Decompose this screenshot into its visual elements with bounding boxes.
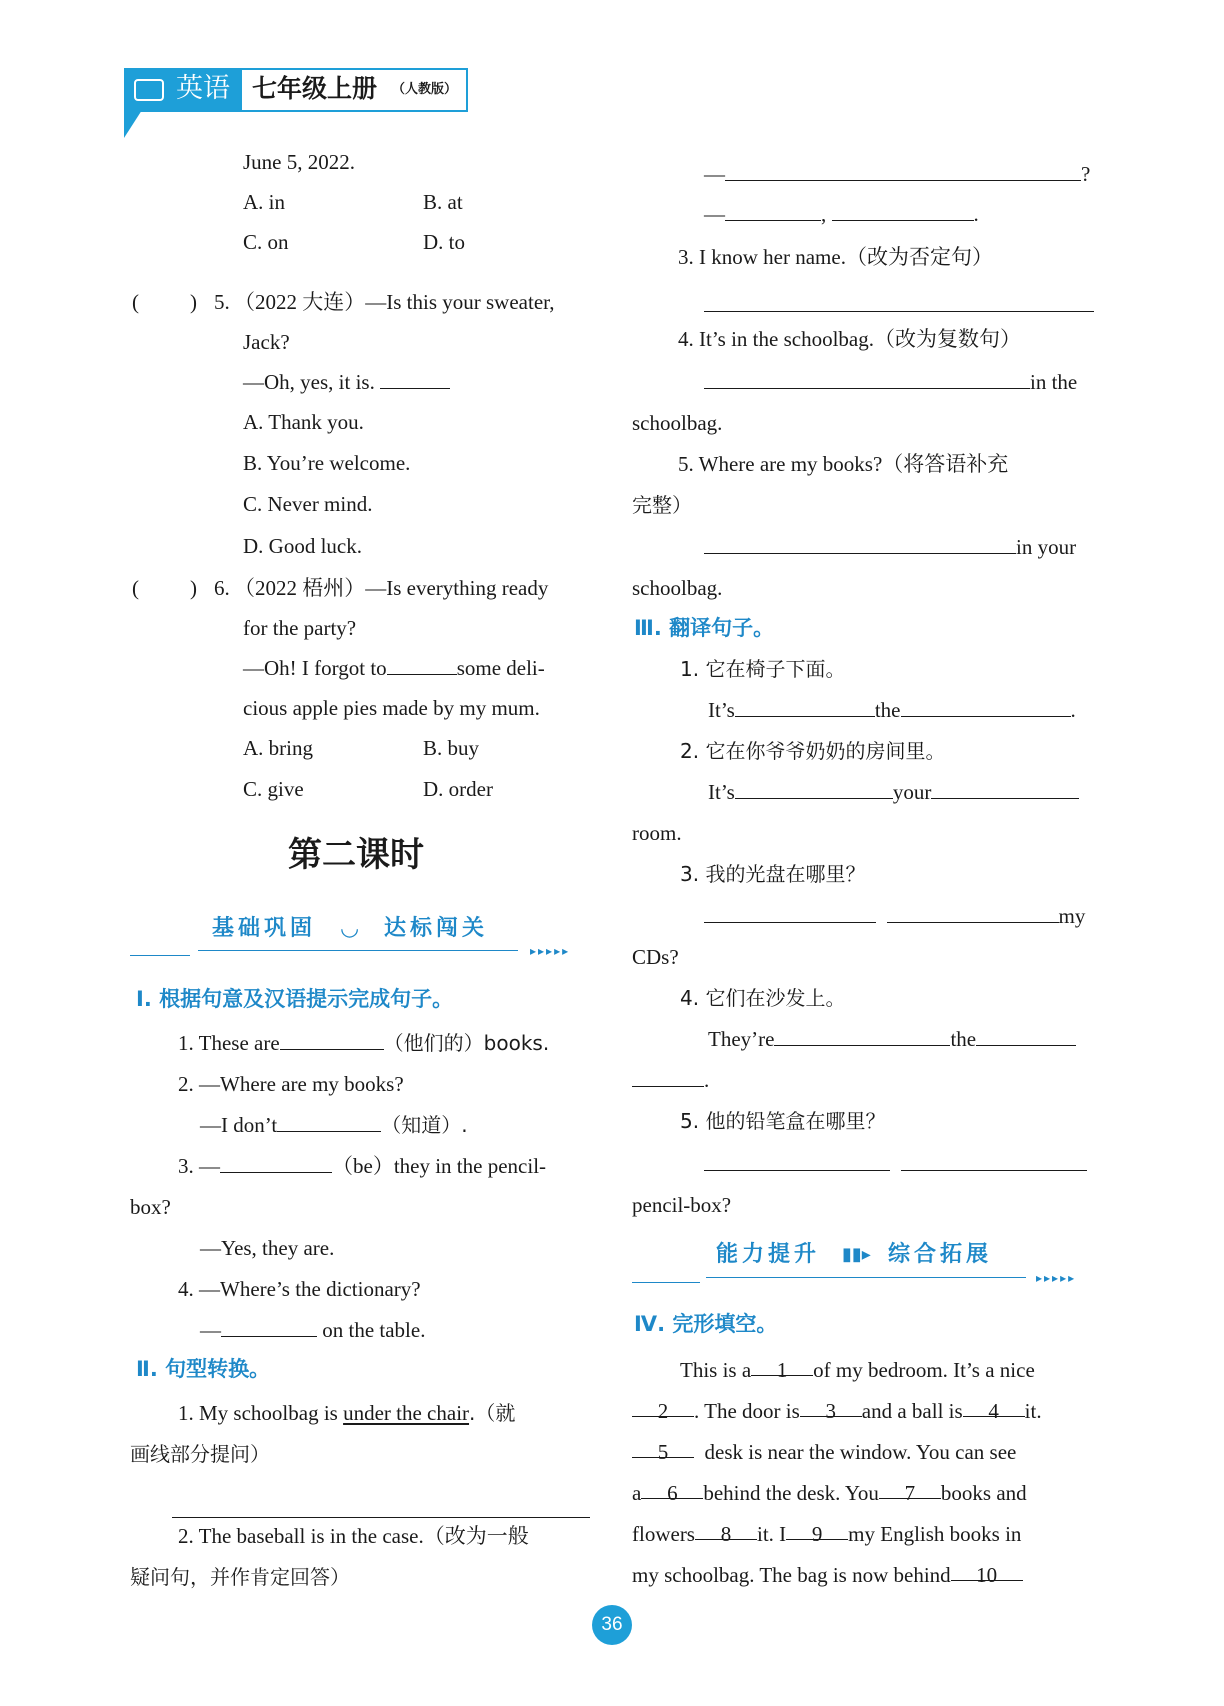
s3-t4-cont: . — [632, 1066, 709, 1094]
banner-right: 达标闯关 — [384, 916, 489, 941]
q4-tail: June 5, 2022. — [243, 150, 355, 174]
r-q2-answer-blank-2[interactable] — [832, 201, 974, 221]
q6-stem-1: （2022 梧州）—Is everything ready — [234, 576, 549, 600]
s3-t4-cn: 4. 它们在沙发上。 — [680, 986, 846, 1010]
cloze-blank-9[interactable]: 9 — [786, 1520, 848, 1540]
s1-q3-blank[interactable] — [220, 1153, 332, 1173]
cloze-blank-8[interactable]: 8 — [695, 1520, 757, 1540]
banner-line-left — [130, 955, 190, 956]
q5-option-a: A. Thank you. — [243, 410, 364, 434]
q5-stem-2: Jack? — [243, 330, 290, 354]
q5-blank[interactable] — [380, 369, 450, 389]
s1-q3-answer: —Yes, they are. — [200, 1236, 335, 1260]
s3-t5-cn: 5. 他的铅笔盒在哪里？ — [680, 1109, 886, 1133]
section-1-title: Ⅰ. 根据句意及汉语提示完成句子。 — [136, 987, 454, 1011]
q6-blank[interactable] — [387, 655, 457, 675]
s1-q4-question: 4. —Where’s the dictionary? — [178, 1277, 421, 1301]
s3-t4-blank-3[interactable] — [632, 1067, 704, 1087]
cloze-blank-5[interactable]: 5 — [632, 1438, 694, 1458]
s3-t5-en — [704, 1150, 1087, 1178]
banner-smile-icon: ◡ — [340, 916, 360, 941]
s1-q3-cont: box? — [130, 1195, 171, 1219]
banner-left: 基础巩固 — [212, 916, 317, 941]
r-q2-answer-blank-1[interactable] — [725, 201, 821, 221]
banner2-left: 能力提升 — [716, 1242, 821, 1267]
s2-q1: 1. My schoolbag is under the chair.（就 — [178, 1401, 516, 1425]
cloze-blank-3[interactable]: 3 — [800, 1397, 862, 1417]
section-3-title: Ⅲ. 翻译句子。 — [634, 616, 775, 640]
cloze-blank-4[interactable]: 4 — [963, 1397, 1025, 1417]
s3-t2-blank-1[interactable] — [735, 779, 893, 799]
r-q2-line-2: — , . — [704, 202, 979, 226]
lesson-title: 第二课时 — [288, 835, 424, 875]
r-q5: 5. Where are my books?（将答语补充 — [678, 452, 1009, 476]
q6-option-c: C. give — [243, 777, 304, 801]
banner-line — [198, 950, 518, 951]
banner2-line — [706, 1277, 1026, 1278]
cloze-line-3: 5 desk is near the window. You can see — [632, 1438, 1016, 1466]
r-q3-answer-line[interactable] — [704, 290, 1094, 312]
q4-option-a: A. in — [243, 190, 285, 214]
q5-number: 5. — [214, 290, 230, 314]
q6-stem-4: cious apple pies made by my mum. — [243, 696, 540, 720]
s3-t3-cont: CDs? — [632, 945, 679, 969]
s3-t2-cont: room. — [632, 821, 682, 845]
cloze-line-6: my schoolbag. The bag is now behind 10 — [632, 1561, 1023, 1589]
r-q2-question-blank[interactable] — [725, 161, 1081, 181]
s3-t5-cont: pencil-box? — [632, 1193, 732, 1217]
s3-t2-en: It’s your — [708, 778, 1079, 806]
cloze-blank-2[interactable]: 2 — [632, 1397, 694, 1417]
section-4-title: Ⅳ. 完形填空。 — [634, 1312, 778, 1336]
header-subject: 英语 — [176, 73, 230, 104]
section-2-title: Ⅱ. 句型转换。 — [136, 1357, 271, 1381]
q5-option-c: C. Never mind. — [243, 492, 373, 516]
cloze-line-1: This is a 1 of my bedroom. It’s a nice — [680, 1358, 1035, 1382]
q6-option-a: A. bring — [243, 736, 313, 760]
banner2-line-left — [632, 1282, 700, 1283]
s1-q1: 1. These are （他们的）books. — [178, 1031, 550, 1055]
s1-q2-blank[interactable] — [277, 1112, 381, 1132]
q6-option-b: B. buy — [423, 736, 480, 760]
q5-option-d: D. Good luck. — [243, 534, 362, 558]
s1-q3: 3. — （be）they in the pencil- — [178, 1154, 547, 1178]
book-icon — [134, 79, 164, 101]
page-number: 36 — [592, 1605, 632, 1645]
header-edition: （人教版） — [392, 82, 458, 97]
cloze-blank-10[interactable]: 10 — [951, 1561, 1023, 1581]
s3-t5-blank-1[interactable] — [704, 1151, 890, 1171]
q6-number: 6. — [214, 576, 230, 600]
s1-q4-answer: — on the table. — [200, 1318, 426, 1342]
cloze-blank-7[interactable]: 7 — [879, 1479, 941, 1499]
q4-option-c: C. on — [243, 230, 289, 254]
s3-t4-blank-1[interactable] — [774, 1026, 950, 1046]
s3-t4-en: They’re the — [708, 1025, 1076, 1053]
q5-stem-1: （2022 大连）—Is this your sweater, — [234, 290, 555, 314]
q5-stem-3: —Oh, yes, it is. — [243, 368, 450, 396]
r-q3: 3. I know her name.（改为否定句） — [678, 245, 993, 269]
q4-option-d: D. to — [423, 230, 465, 254]
r-q4-cont: schoolbag. — [632, 411, 723, 435]
r-q5-blank[interactable] — [704, 534, 1016, 554]
header-tab-corner — [124, 110, 142, 138]
banner2-arrow-icon: ▸▸▸▸▸ — [1036, 1271, 1077, 1285]
s2-q1-cont: 画线部分提问） — [130, 1442, 270, 1466]
r-q2-line-1: — ? — [704, 162, 1091, 186]
s3-t1-cn: 1. 它在椅子下面。 — [680, 657, 846, 681]
r-q5-cont-2: schoolbag. — [632, 576, 723, 600]
r-q4-answer: in the — [704, 368, 1077, 396]
q6-stem-3: —Oh! I forgot to some deli- — [243, 656, 545, 680]
s2-q2-cont: 疑问句，并作肯定回答） — [130, 1565, 350, 1589]
q4-option-b: B. at — [423, 190, 463, 214]
s3-t1-en: It’s the . — [708, 698, 1076, 722]
s2-q1-answer-line[interactable] — [172, 1498, 590, 1518]
s3-t5-blank-2[interactable] — [901, 1151, 1087, 1171]
r-q5-answer: in your — [704, 533, 1076, 561]
r-q4: 4. It’s in the schoolbag.（改为复数句） — [678, 327, 1021, 351]
s2-q2: 2. The baseball is in the case.（改为一般 — [178, 1524, 529, 1548]
s1-q2-question: 2. —Where are my books? — [178, 1072, 404, 1096]
cloze-line-5: flowers 8 it. I 9 my English books in — [632, 1522, 1022, 1546]
cloze-blank-1[interactable]: 1 — [751, 1356, 813, 1376]
s3-t3-cn: 3. 我的光盘在哪里？ — [680, 862, 866, 886]
s3-t4-blank-2[interactable] — [976, 1026, 1076, 1046]
r-q4-blank[interactable] — [704, 369, 1030, 389]
q5-option-b: B. You’re welcome. — [243, 451, 411, 475]
s1-q1-blank[interactable] — [280, 1030, 384, 1050]
s3-t2-blank-2[interactable] — [931, 779, 1079, 799]
cloze-blank-6[interactable]: 6 — [641, 1479, 703, 1499]
s1-q2-answer: —I don’t （知道）. — [200, 1113, 468, 1137]
q6-option-d: D. order — [423, 777, 493, 801]
header-grade: 七年级上册 — [252, 74, 378, 103]
r-q5-cont: 完整） — [632, 493, 692, 517]
s1-q4-blank[interactable] — [221, 1317, 317, 1337]
s3-t3-blank-2[interactable] — [887, 903, 1059, 923]
banner-arrow-icon: ▸▸▸▸▸ — [530, 944, 571, 958]
cloze-line-4: a 6 behind the desk. You 7 books and — [632, 1481, 1027, 1505]
s3-t2-cn: 2. 它在你爷爷奶奶的房间里。 — [680, 739, 946, 763]
banner2-signal-icon: ▮▮▸ — [842, 1244, 871, 1265]
s3-t1-blank-2[interactable] — [901, 697, 1071, 717]
cloze-line-2: 2 . The door is 3 and a ball is 4 it. — [632, 1397, 1042, 1425]
s3-t3-blank-1[interactable] — [704, 903, 876, 923]
banner2-right: 综合拓展 — [888, 1242, 993, 1267]
s3-t3-en: my — [704, 902, 1085, 930]
s3-t1-blank-1[interactable] — [735, 697, 875, 717]
q6-stem-2: for the party? — [243, 616, 357, 640]
